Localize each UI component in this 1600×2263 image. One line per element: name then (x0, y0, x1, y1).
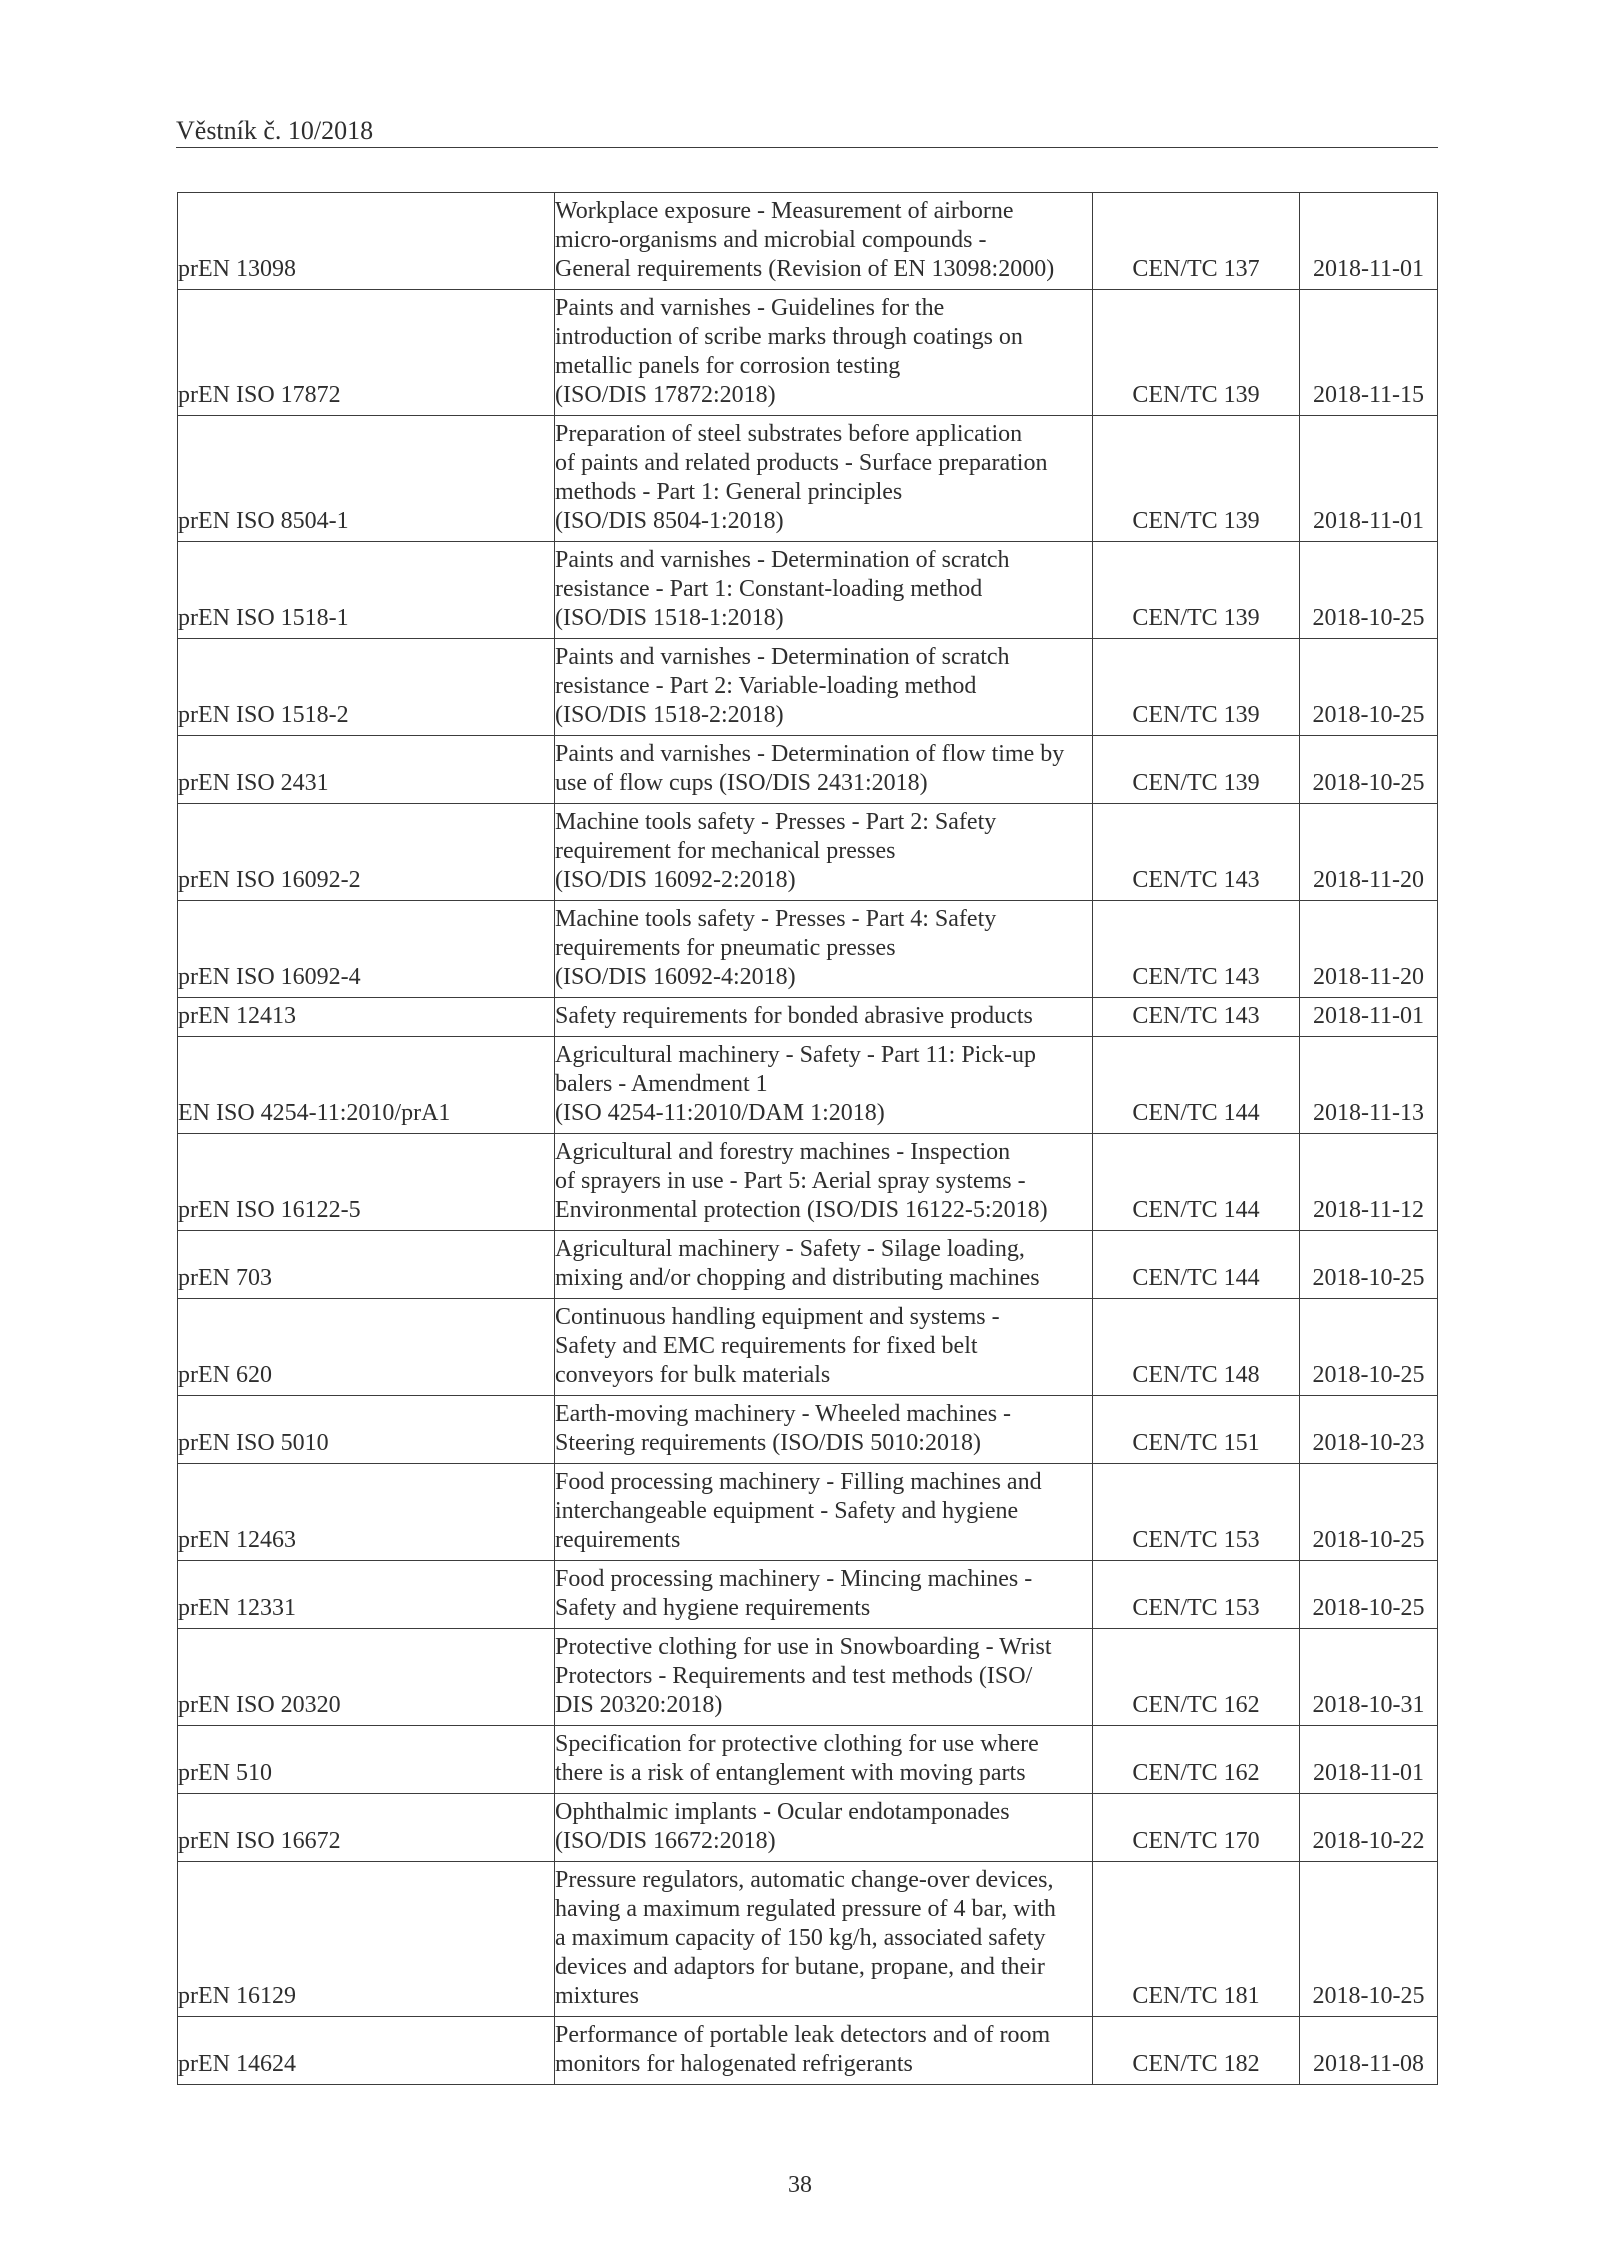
deadline-date-cell: 2018-11-01 (1300, 193, 1438, 290)
standard-code-cell: prEN ISO 16092-4 (178, 901, 555, 998)
technical-committee-cell: CEN/TC 139 (1093, 542, 1300, 639)
deadline-date-cell: 2018-10-25 (1300, 1464, 1438, 1561)
standard-code-cell: prEN ISO 1518-2 (178, 639, 555, 736)
standard-title-cell (555, 1561, 1093, 1629)
standard-code-cell: prEN 13098 (178, 193, 555, 290)
table-row (178, 2017, 1438, 2085)
title-line: having a maximum regulated pressure of 4 bar, with (555, 1896, 1056, 1922)
deadline-date-cell: 2018-11-15 (1300, 290, 1438, 416)
title-line: Food processing machinery - Mincing machines - (555, 1566, 1033, 1592)
header-rule (176, 147, 1438, 148)
standard-code-cell: prEN ISO 16672 (178, 1794, 555, 1862)
title-line: (ISO/DIS 16092-2:2018) (555, 867, 796, 893)
technical-committee-cell: CEN/TC 162 (1093, 1629, 1300, 1726)
title-line: requirement for mechanical presses (555, 838, 896, 864)
standards-table-body (178, 193, 1438, 2085)
standard-title-cell (555, 901, 1093, 998)
technical-committee-cell: CEN/TC 144 (1093, 1037, 1300, 1134)
technical-committee-cell: CEN/TC 144 (1093, 1134, 1300, 1231)
table-row (178, 1794, 1438, 1862)
title-line: requirements for pneumatic presses (555, 935, 896, 961)
title-line: (ISO/DIS 17872:2018) (555, 382, 776, 408)
standard-code-cell: prEN 620 (178, 1299, 555, 1396)
deadline-date-cell: 2018-11-20 (1300, 804, 1438, 901)
title-line: methods - Part 1: General principles (555, 479, 903, 505)
title-line: Specification for protective clothing for use where (555, 1731, 1039, 1757)
standard-code-cell: prEN 703 (178, 1231, 555, 1299)
standard-title-cell (555, 1629, 1093, 1726)
standard-title-cell (555, 2017, 1093, 2085)
standard-code-cell: prEN ISO 17872 (178, 290, 555, 416)
standard-code-cell: prEN ISO 16092-2 (178, 804, 555, 901)
table-row (178, 804, 1438, 901)
standard-title-cell (555, 1037, 1093, 1134)
standard-code-cell: prEN ISO 2431 (178, 736, 555, 804)
title-line: Environmental protection (ISO/DIS 16122-5:2018) (555, 1197, 1048, 1223)
standard-code-cell: prEN ISO 1518-1 (178, 542, 555, 639)
technical-committee-cell: CEN/TC 139 (1093, 416, 1300, 542)
deadline-date-cell: 2018-11-13 (1300, 1037, 1438, 1134)
title-line: Workplace exposure - Measurement of airborne (555, 198, 1014, 224)
standard-title-cell (555, 1134, 1093, 1231)
title-line: (ISO/DIS 16672:2018) (555, 1828, 776, 1854)
title-line: there is a risk of entanglement with moving parts (555, 1760, 1026, 1786)
title-line: Performance of portable leak detectors and of room (555, 2022, 1051, 2048)
deadline-date-cell: 2018-10-25 (1300, 1561, 1438, 1629)
title-line: monitors for halogenated refrigerants (555, 2051, 913, 2077)
standard-code-cell: prEN 12463 (178, 1464, 555, 1561)
standard-title-cell (555, 290, 1093, 416)
table-row (178, 736, 1438, 804)
standard-code-cell: prEN ISO 16122-5 (178, 1134, 555, 1231)
table-row (178, 542, 1438, 639)
technical-committee-cell: CEN/TC 143 (1093, 901, 1300, 998)
title-line: micro-organisms and microbial compounds - (555, 227, 987, 253)
title-line: (ISO 4254-11:2010/DAM 1:2018) (555, 1100, 885, 1126)
title-line: mixtures (555, 1983, 639, 2009)
table-row (178, 998, 1438, 1037)
title-line: interchangeable equipment - Safety and hygiene (555, 1498, 1019, 1524)
title-line: General requirements (Revision of EN 13098:2000) (555, 256, 1055, 282)
standard-title-cell (555, 998, 1093, 1037)
title-line: Paints and varnishes - Determination of scratch (555, 644, 1010, 670)
table-row (178, 1629, 1438, 1726)
standard-code-cell: prEN ISO 8504-1 (178, 416, 555, 542)
title-line: mixing and/or chopping and distributing machines (555, 1265, 1040, 1291)
deadline-date-cell: 2018-10-25 (1300, 542, 1438, 639)
standards-table (177, 192, 1438, 2085)
title-line: a maximum capacity of 150 kg/h, associated safety (555, 1925, 1046, 1951)
technical-committee-cell: CEN/TC 182 (1093, 2017, 1300, 2085)
deadline-date-cell: 2018-10-22 (1300, 1794, 1438, 1862)
title-line: Agricultural machinery - Safety - Silage loading, (555, 1236, 1025, 1262)
table-row (178, 901, 1438, 998)
deadline-date-cell: 2018-11-20 (1300, 901, 1438, 998)
title-line: Food processing machinery - Filling machines and (555, 1469, 1042, 1495)
title-line: of sprayers in use - Part 5: Aerial spray systems - (555, 1168, 1026, 1194)
deadline-date-cell: 2018-11-01 (1300, 1726, 1438, 1794)
table-row (178, 1134, 1438, 1231)
technical-committee-cell: CEN/TC 137 (1093, 193, 1300, 290)
table-row (178, 1726, 1438, 1794)
title-line: of paints and related products - Surface preparation (555, 450, 1048, 476)
technical-committee-cell: CEN/TC 181 (1093, 1862, 1300, 2017)
technical-committee-cell: CEN/TC 153 (1093, 1464, 1300, 1561)
table-row (178, 290, 1438, 416)
deadline-date-cell: 2018-10-23 (1300, 1396, 1438, 1464)
table-row (178, 1299, 1438, 1396)
title-line: devices and adaptors for butane, propane, and their (555, 1954, 1045, 1980)
standard-code-cell: EN ISO 4254-11:2010/prA1 (178, 1037, 555, 1134)
standard-title-cell (555, 804, 1093, 901)
title-line: use of flow cups (ISO/DIS 2431:2018) (555, 770, 928, 796)
title-line: Machine tools safety - Presses - Part 2: Safety (555, 809, 997, 835)
title-line: Continuous handling equipment and systems - (555, 1304, 1000, 1330)
table-row (178, 1561, 1438, 1629)
deadline-date-cell: 2018-11-12 (1300, 1134, 1438, 1231)
title-line: Preparation of steel substrates before application (555, 421, 1023, 447)
title-line: Safety and EMC requirements for fixed belt (555, 1333, 978, 1359)
title-line: requirements (555, 1527, 681, 1553)
technical-committee-cell: CEN/TC 139 (1093, 736, 1300, 804)
title-line: Agricultural machinery - Safety - Part 11: Pick-up (555, 1042, 1036, 1068)
standard-title-cell (555, 1231, 1093, 1299)
standard-title-cell (555, 1794, 1093, 1862)
title-line: introduction of scribe marks through coatings on (555, 324, 1023, 350)
title-line: (ISO/DIS 1518-1:2018) (555, 605, 784, 631)
standard-title-cell (555, 1299, 1093, 1396)
technical-committee-cell: CEN/TC 143 (1093, 804, 1300, 901)
title-line: Protectors - Requirements and test methods (ISO/ (555, 1663, 1033, 1689)
standard-title-cell (555, 193, 1093, 290)
standard-title-cell (555, 1862, 1093, 2017)
table-row (178, 639, 1438, 736)
deadline-date-cell: 2018-10-25 (1300, 1231, 1438, 1299)
title-line: (ISO/DIS 8504-1:2018) (555, 508, 784, 534)
page-number: 38 (788, 2172, 812, 2198)
title-line: Steering requirements (ISO/DIS 5010:2018) (555, 1430, 981, 1456)
title-line: Paints and varnishes - Determination of scratch (555, 547, 1010, 573)
title-line: balers - Amendment 1 (555, 1071, 768, 1097)
standard-code-cell: prEN 12331 (178, 1561, 555, 1629)
technical-committee-cell: CEN/TC 148 (1093, 1299, 1300, 1396)
standard-title-cell (555, 1396, 1093, 1464)
title-line: Ophthalmic implants - Ocular endotamponades (555, 1799, 1010, 1825)
title-line: Safety requirements for bonded abrasive products (555, 1003, 1033, 1029)
title-line: conveyors for bulk materials (555, 1362, 831, 1388)
title-line: Machine tools safety - Presses - Part 4: Safety (555, 906, 997, 932)
standard-title-cell (555, 416, 1093, 542)
title-line: (ISO/DIS 1518-2:2018) (555, 702, 784, 728)
standard-title-cell (555, 639, 1093, 736)
deadline-date-cell: 2018-10-31 (1300, 1629, 1438, 1726)
standard-title-cell (555, 736, 1093, 804)
standard-code-cell: prEN 12413 (178, 998, 555, 1037)
table-row (178, 416, 1438, 542)
title-line: Protective clothing for use in Snowboarding - Wrist (555, 1634, 1052, 1660)
standard-code-cell: prEN ISO 20320 (178, 1629, 555, 1726)
title-line: Paints and varnishes - Guidelines for the (555, 295, 945, 321)
deadline-date-cell: 2018-11-01 (1300, 416, 1438, 542)
technical-committee-cell: CEN/TC 151 (1093, 1396, 1300, 1464)
deadline-date-cell: 2018-11-01 (1300, 998, 1438, 1037)
table-row (178, 1396, 1438, 1464)
standard-code-cell: prEN 16129 (178, 1862, 555, 2017)
title-line: Paints and varnishes - Determination of flow time by (555, 741, 1065, 767)
table-row (178, 1464, 1438, 1561)
technical-committee-cell: CEN/TC 139 (1093, 290, 1300, 416)
title-line: (ISO/DIS 16092-4:2018) (555, 964, 796, 990)
technical-committee-cell: CEN/TC 144 (1093, 1231, 1300, 1299)
deadline-date-cell: 2018-10-25 (1300, 1299, 1438, 1396)
technical-committee-cell: CEN/TC 170 (1093, 1794, 1300, 1862)
table-row (178, 1231, 1438, 1299)
standard-code-cell: prEN 510 (178, 1726, 555, 1794)
deadline-date-cell: 2018-10-25 (1300, 736, 1438, 804)
title-line: Safety and hygiene requirements (555, 1595, 871, 1621)
standard-code-cell: prEN 14624 (178, 2017, 555, 2085)
table-row (178, 1862, 1438, 2017)
technical-committee-cell: CEN/TC 143 (1093, 998, 1300, 1037)
title-line: resistance - Part 2: Variable-loading method (555, 673, 977, 699)
title-line: Agricultural and forestry machines - Inspection (555, 1139, 1011, 1165)
title-line: Earth-moving machinery - Wheeled machines - (555, 1401, 1012, 1427)
technical-committee-cell: CEN/TC 139 (1093, 639, 1300, 736)
standard-code-cell: prEN ISO 5010 (178, 1396, 555, 1464)
deadline-date-cell: 2018-10-25 (1300, 1862, 1438, 2017)
title-line: DIS 20320:2018) (555, 1692, 723, 1718)
standard-title-cell (555, 1726, 1093, 1794)
title-line: resistance - Part 1: Constant-loading method (555, 576, 983, 602)
deadline-date-cell: 2018-11-08 (1300, 2017, 1438, 2085)
table-row (178, 1037, 1438, 1134)
title-line: Pressure regulators, automatic change-over devices, (555, 1867, 1054, 1893)
standard-title-cell (555, 1464, 1093, 1561)
technical-committee-cell: CEN/TC 153 (1093, 1561, 1300, 1629)
technical-committee-cell: CEN/TC 162 (1093, 1726, 1300, 1794)
title-line: metallic panels for corrosion testing (555, 353, 901, 379)
deadline-date-cell: 2018-10-25 (1300, 639, 1438, 736)
standard-title-cell (555, 542, 1093, 639)
bulletin-header: Věstník č. 10/2018 (176, 116, 374, 145)
table-row (178, 193, 1438, 290)
